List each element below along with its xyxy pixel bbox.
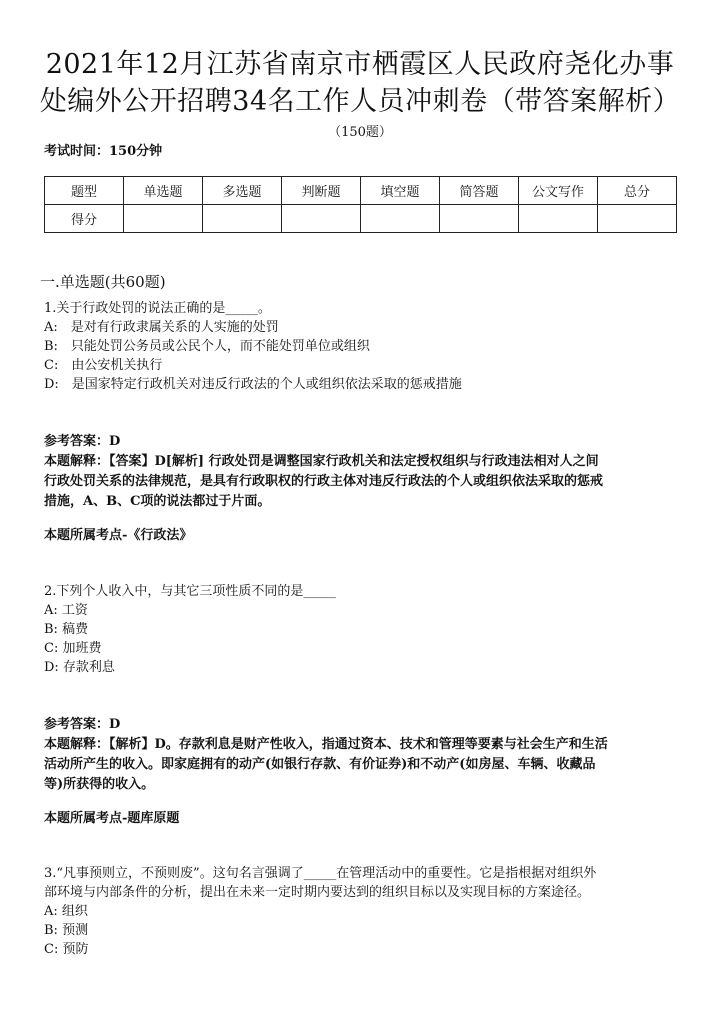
topic-label: 本题所属考点-《行政法》 [44, 528, 193, 543]
explanation-line: 措施，A、B、C项的说法都过于片面。 [44, 494, 271, 509]
option-c: C: 加班费 [44, 641, 102, 656]
explanation-line: 行政处罚关系的法律规范，是具有行政职权的行政主体对违反行政法的个人或组织依法采取的惩戒 [44, 474, 604, 489]
option-d: D: 存款利息 [44, 660, 115, 675]
explanation-line: 本题解释：【答案】D[解析] 行政处罚是调整国家行政机关和法定授权组织与行政违法相对人之间 [44, 454, 599, 469]
option-d: D: 是国家特定行政机关对违反行政法的个人或组织依法采取的惩戒措施 [44, 377, 462, 392]
section-title: 一.单选题(共60题) [40, 273, 166, 291]
explanation-line: 本题解释：【解析】D。存款利息是财产性收入，指通过资本、技术和管理等要素与社会生产和生活 [44, 737, 608, 752]
score-table-header-row [45, 177, 677, 205]
option-b: B: 稿费 [44, 622, 89, 637]
question-count: （150题） [328, 125, 392, 140]
document-title-line-1: 2021年12月江苏省南京市栖霞区人民政府尧化办事 [45, 49, 675, 80]
answer-2 [44, 715, 676, 734]
document-title-line-2: 处编外公开招聘34名工作人员冲刺卷（带答案解析） [39, 86, 681, 117]
score-header-cell: 单选题 [124, 177, 203, 205]
score-header-cell: 填空题 [361, 177, 440, 205]
option-a: A: 是对有行政隶属关系的人实施的处罚 [44, 320, 279, 335]
score-cell [124, 205, 203, 233]
question-stem-line: 3.“凡事预则立，不预则废”。这句名言强调了_____在管理活动中的重要性。它是指根据对组织外 [44, 866, 597, 881]
score-header-cell: 多选题 [203, 177, 282, 205]
option-c: C: 预防 [44, 942, 89, 957]
option-a: A: 工资 [44, 603, 88, 618]
score-cell [282, 205, 361, 233]
explanation-line: 等)所获得的收入。 [44, 777, 155, 792]
explanation-line: 活动所产生的收入。即家庭拥有的动产(如银行存款、有价证券)和不动产(如房屋、车辆、收藏品 [44, 757, 596, 772]
score-header-cell: 总分 [598, 177, 677, 205]
score-cell [519, 205, 598, 233]
topic-label: 本题所属考点-题库原题 [44, 811, 180, 826]
option-c: C: 由公安机关执行 [44, 358, 163, 373]
score-cell [440, 205, 519, 233]
question-stem: 1.关于行政处罚的说法正确的是_____。 [44, 301, 271, 316]
question-stem: 2.下列个人收入中，与其它三项性质不同的是_____ [44, 584, 336, 599]
option-b: B: 只能处罚公务员或公民个人，而不能处罚单位或组织 [44, 339, 370, 354]
score-table [44, 176, 677, 233]
option-b: B: 预测 [44, 923, 89, 938]
option-a: A: 组织 [44, 904, 88, 919]
exam-time: 考试时间：150分钟 [44, 144, 163, 159]
score-cell [203, 205, 282, 233]
score-header-cell: 公文写作 [519, 177, 598, 205]
question-2 [44, 582, 676, 677]
answer-label: 参考答案：D [44, 434, 121, 449]
topic-2 [44, 809, 676, 828]
answer-1 [44, 432, 676, 451]
topic-1 [44, 526, 676, 545]
score-header-cell: 判断题 [282, 177, 361, 205]
explanation-2 [44, 735, 676, 795]
score-cell [361, 205, 440, 233]
score-header-cell: 简答题 [440, 177, 519, 205]
score-header-cell: 题型 [45, 177, 124, 205]
score-cell [598, 205, 677, 233]
explanation-1 [44, 452, 676, 512]
question-1 [44, 299, 676, 394]
score-row-label: 得分 [45, 205, 124, 233]
question-stem-line: 部环境与内部条件的分析，提出在未来一定时期内要达到的组织目标以及实现目标的方案途径。 [44, 885, 591, 900]
question-3 [44, 864, 676, 959]
answer-label: 参考答案：D [44, 717, 121, 732]
score-table-score-row [45, 205, 677, 233]
